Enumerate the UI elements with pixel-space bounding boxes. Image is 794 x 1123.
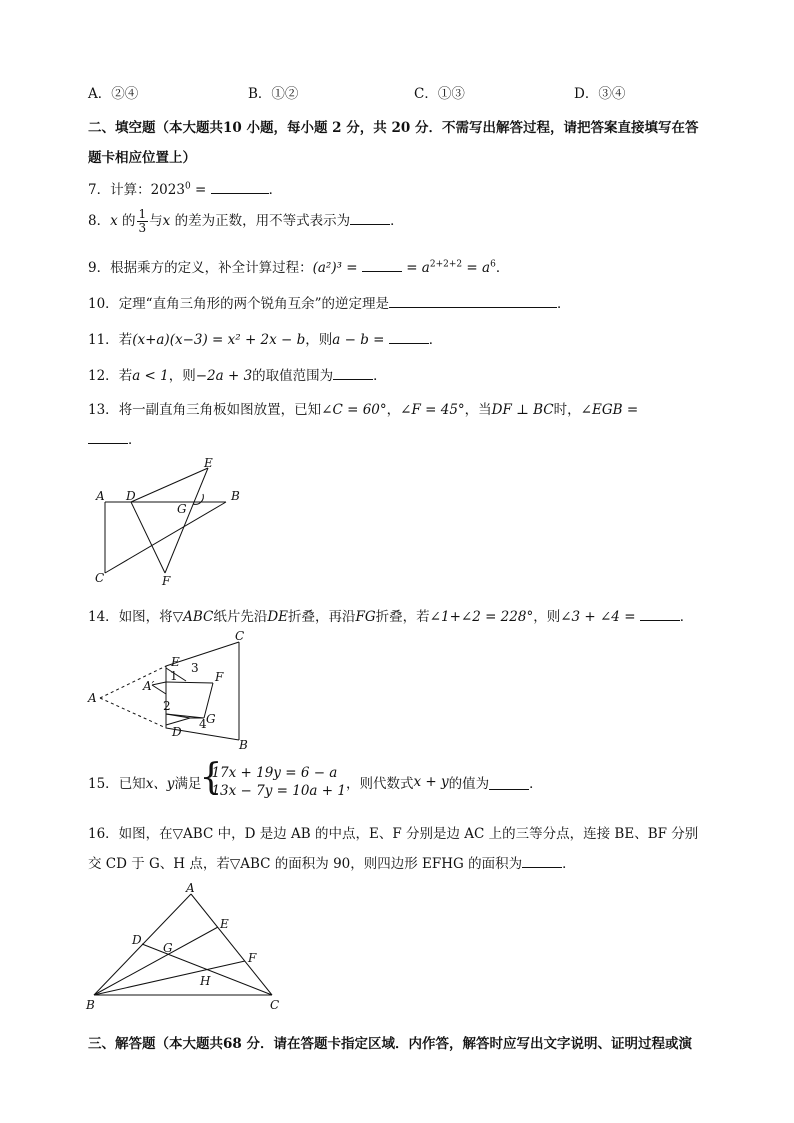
fig14-label-c: C [235, 629, 245, 643]
fig16-label-f: F [248, 951, 257, 965]
fig16-label-b: B [86, 998, 95, 1012]
question-15: 15．已知x、y满足 { 17x + 19y = 6 − a 13x − 7y = 10a + 1 ，则代数式x + y的值为 ． [88, 757, 543, 799]
figure-16 [84, 882, 294, 1012]
question-13: 13．将一副直角三角板如图放置，已知∠C = 60°，∠F = 45°，当DF ⊥ BC时，∠EGB = [88, 402, 639, 418]
choice-c: C．①③ [414, 86, 465, 102]
question-16-line1: 16．如图，在▽ABC 中，D 是边 AB 的中点，E、F 分别是边 AC 上的三等分点，连接 BE、BF 分别 [88, 826, 699, 842]
fig14-label-d: D [172, 725, 182, 739]
question-10: 10．定理“直角三角形的两个锐角互余”的逆定理是 ． [88, 292, 571, 312]
fraction-one-third: $\frac{1}{3}$ [138, 207, 147, 235]
answer-blank-14[interactable] [640, 606, 680, 621]
answer-blank-16[interactable] [522, 853, 562, 868]
fig16-label-g: G [163, 941, 173, 955]
fig13-label-c: C [95, 571, 105, 585]
fig16-label-a: A [186, 881, 195, 895]
fig13-label-b: B [231, 489, 240, 503]
answer-blank-15[interactable] [489, 775, 529, 790]
answer-blank-11[interactable] [389, 329, 429, 344]
question-12: 12．若a < 1，则−2a + 3的取值范围为 ． [88, 364, 387, 384]
question-7: 7．计算：$2023^0$ = ． [88, 178, 282, 198]
choice-a: A．②④ [88, 86, 139, 102]
choice-b: B．①② [248, 86, 299, 102]
fig13-label-a: A [96, 489, 105, 503]
fig13-label-d: D [126, 489, 136, 503]
fig13-label-e: E [204, 456, 213, 470]
fig13-label-f: F [162, 574, 171, 588]
fig14-label-e: E [171, 655, 180, 669]
fig14-label-a-prime: A′ [143, 679, 155, 693]
question-8: 8．x 的 $\frac{1}{3}$ 与x 的差为正数，用不等式表示为 ． [88, 207, 404, 235]
fig16-label-h: H [200, 974, 211, 988]
fig14-label-3: 3 [191, 661, 199, 675]
answer-blank-8[interactable] [350, 210, 390, 225]
fig14-label-g: G [206, 712, 216, 726]
choices-row [88, 82, 708, 102]
section2-heading-line2: 题卡相应位置上） [88, 150, 196, 166]
question-14: 14．如图，将▽ABC纸片先沿DE折叠，再沿FG折叠，若∠1+∠2 = 228°，则∠3 + ∠4 = ． [88, 605, 693, 625]
question-9: 9．根据乘方的定义，补全计算过程：(a²)³ = = $a^{2+2+2} = a^6$． [88, 256, 509, 276]
choice-d: D．③④ [574, 86, 626, 102]
section2-heading-line1: 二、填空题（本大题共10 小题，每小题 2 分，共 20 分．不需写出解答过程，请把答案直接填写在答 [88, 120, 699, 136]
fig16-label-c: C [270, 998, 280, 1012]
fig13-label-g: G [177, 502, 187, 516]
figure-13 [90, 458, 250, 586]
fig16-label-e: E [220, 917, 229, 931]
answer-blank-10[interactable] [389, 293, 557, 308]
section3-heading-line1: 三、解答题（本大题共68 分．请在答题卡指定区域．内作答，解答时应写出文字说明、证明过程或演 [88, 1036, 692, 1052]
fig14-label-4: 4 [199, 717, 207, 731]
question-16-line2: 交 CD 于 G、H 点，若▽ABC 的面积为 90，则四边形 EFHG 的面积为 ． [88, 852, 576, 872]
equation-system: { 17x + 19y = 6 − a 13x − 7y = 10a + 1 [199, 757, 346, 799]
figure-14 [86, 628, 261, 753]
answer-blank-7[interactable] [211, 179, 269, 194]
answer-blank-9[interactable] [362, 257, 402, 272]
fig16-label-d: D [132, 933, 142, 947]
fig14-label-f: F [215, 670, 224, 684]
question-13-cont: ． [88, 428, 142, 448]
fig14-label-b: B [239, 738, 248, 752]
fig14-label-2: 2 [163, 699, 171, 713]
answer-blank-13[interactable] [88, 429, 128, 444]
fig14-label-a: A [88, 691, 97, 705]
question-11: 11．若(x+a)(x−3) = x² + 2x − b，则a − b = ． [88, 328, 442, 348]
fig14-label-1: 1 [170, 669, 178, 683]
answer-blank-12[interactable] [333, 365, 373, 380]
